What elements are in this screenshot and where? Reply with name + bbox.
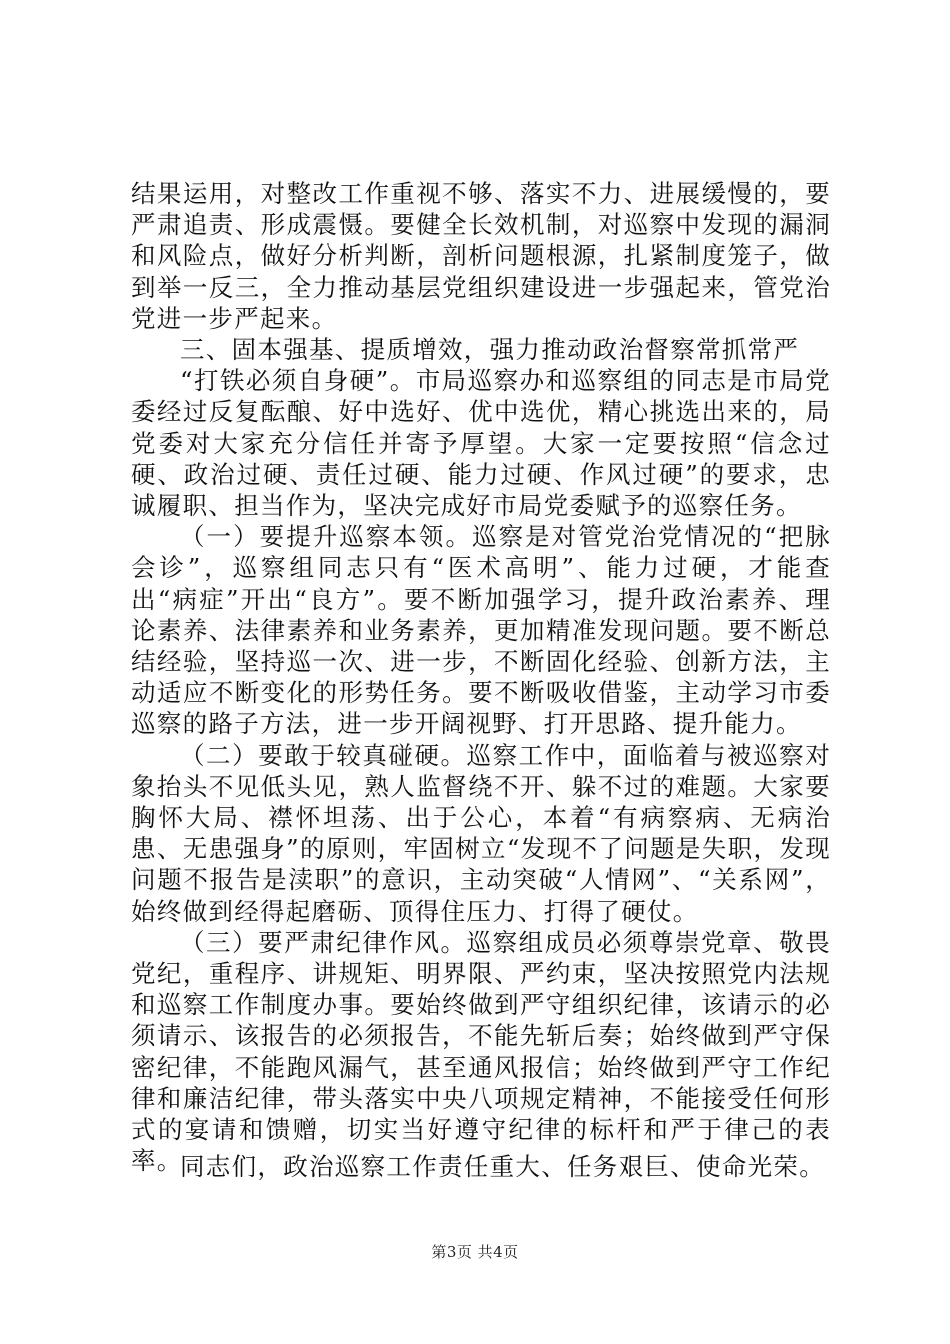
paragraph: （一）要提升巡察本领。巡察是对管党治党情况的“把脉会诊”，巡察组同志只有“医术高明”、能力过硬，才能查出“病症”开出“良方”。要不断加强学习，提升政治素养、理论素养、法律素养和业务素养，更加精准发现问题。要不断总结经验，坚持巡一次、进一步，不断固化经验、创新方法，主动适应不断变化的形势任务。要不断吸收借鉴，主动学习市委巡察的路子方法，进一步开阔视野、打开思路、提升能力。: [131, 522, 831, 739]
page-number: 第3页 共4页: [431, 1243, 519, 1261]
section-heading: 三、固本强基、提质增效，强力推动政治督察常抓常严: [180, 335, 800, 365]
document-body: [131, 178, 831, 1177]
paragraph: （三）要严肃纪律作风。巡察组成员必须尊崇党章、敬畏党纪，重程序、讲规矩、明界限、严约束，坚决按照党内法规和巡察工作制度办事。要始终做到严守组织纪律，该请示的必须请示、该报告的必须报告，不能先斩后奏；始终做到严守保密纪律，不能跑风漏气，甚至通风报信；始终做到严守工作纪律和廉洁纪律，带头落实中央八项规定精神，不能接受任何形式的宴请和馈赠，切实当好遵守纪律的标杆和严于律己的表率。: [131, 927, 831, 1176]
paragraph: “打铁必须自身硬”。市局巡察办和巡察组的同志是市局党委经过反复酝酿、好中选好、优中选优，精心挑选出来的，局党委对大家充分信任并寄予厚望。大家一定要按照“信念过硬、政治过硬、责任过硬、能力过硬、作风过硬”的要求，忠诚履职、担当作为，坚决完成好市局党委赋予的巡察任务。: [131, 366, 831, 521]
paragraph-continuation: 结果运用，对整改工作重视不够、落实不力、进展缓慢的，要严肃追责、形成震慑。要健全长效机制，对巡察中发现的漏洞和风险点，做好分析判断，剖析问题根源，扎紧制度笼子，做到举一反三，全力推动基层党组织建设进一步强起来，管党治党进一步严起来。: [131, 179, 831, 333]
paragraph: （二）要敢于较真碰硬。巡察工作中，面临着与被巡察对象抬头不见低头见，熟人监督绕不开、躲不过的难题。大家要胸怀大局、襟怀坦荡、出于公心，本着“有病察病、无病治患、无患强身”的原则，牢固树立“发现不了问题是失职，发现问题不报告是渎职”的意识，主动突破“人情网”、“关系网”，始终做到经得起磨砺、顶得住压力、打得了硬仗。: [131, 740, 831, 926]
closing-paragraph: 同志们，政治巡察工作责任重大、任务艰巨、使命光荣。: [180, 1152, 825, 1181]
